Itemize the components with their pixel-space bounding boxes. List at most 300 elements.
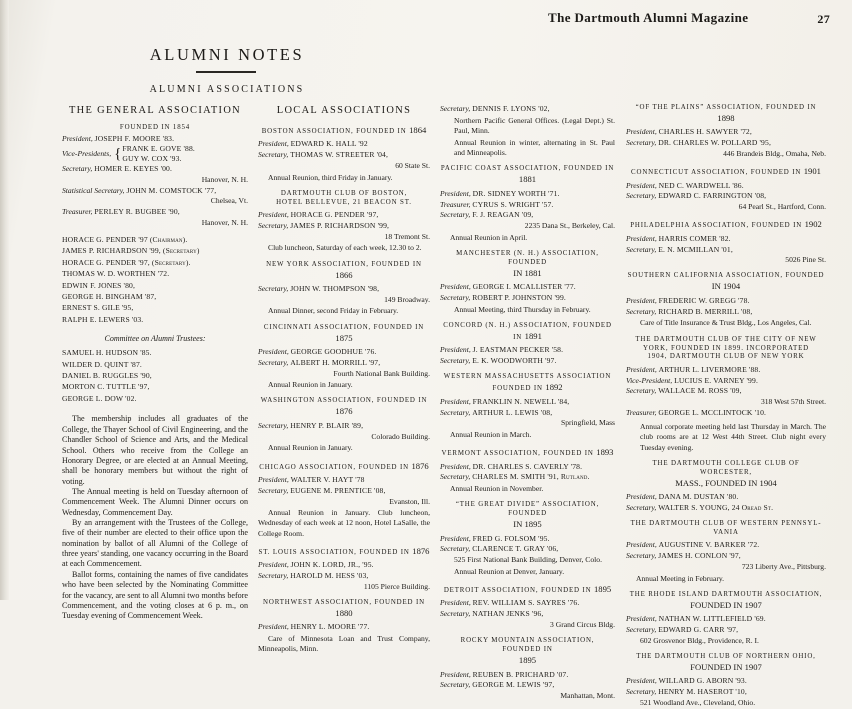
association-year: 1881: [518, 174, 537, 185]
association-year: FOUNDED IN 1907: [690, 599, 762, 610]
paragraph: The Annual meeting is held on Tuesday afternoon of Commencement Week. The Alumni Dinner occurs on Wednesday, Commencement Day.: [62, 486, 248, 517]
association-entry: [258, 324, 430, 391]
officer-address: Hanover, N. H.: [201, 217, 248, 227]
officer-role: President,: [440, 598, 471, 608]
officer-name: AUGUSTINE V. BARKER '72.: [658, 540, 760, 550]
officer-line: [626, 181, 826, 191]
association-title: [258, 397, 430, 418]
association-entry: [440, 447, 615, 494]
officer-role: Secretary,: [626, 625, 657, 635]
officer-role: Secretary,: [626, 551, 657, 561]
association-note: Annual Meeting, third Thursday in February.: [454, 304, 591, 314]
paragraph: Ballot forms, containing the names of five candidates who have been selected by the Nominating Committee for the vacancy, are sent to all Alumni two months before Commencement, and the voting closes at 6 p. m., on Tuesday evening of Commencement Week.: [62, 569, 248, 621]
officer-line: [626, 503, 826, 513]
officer-name: EDWARD G. CARR '97,: [658, 625, 739, 635]
association-title: [258, 324, 430, 345]
officer-address: Springfield, Mass: [561, 418, 615, 428]
local-associations-heading: LOCAL ASSOCIATIONS: [276, 105, 412, 116]
association-note: Annual Reunion in March.: [450, 429, 532, 439]
officer-address: 64 Pearl St., Hartford, Conn.: [738, 202, 826, 212]
association-entry-continuation: [440, 104, 615, 158]
association-entry: [440, 584, 615, 630]
officer-name: JOHN K. LORD, JR., '95.: [290, 560, 374, 570]
officer-line: [626, 614, 826, 624]
association-year: 1893: [596, 447, 614, 458]
officer-role: Statistical Secretary,: [62, 185, 125, 195]
officer-line: [440, 534, 615, 544]
association-subtitle: HOTEL BELLEVUE, 21 BEACON ST.: [276, 198, 412, 206]
list-item: THOMAS W. D. WORTHEN '72.: [62, 269, 170, 279]
association-title-text: CHICAGO ASSOCIATION, FOUNDED IN: [259, 463, 412, 471]
officer-role: Secretary,: [440, 210, 471, 220]
officer-role: President,: [440, 396, 471, 406]
officer-name: CHARLES M. SMITH '91, Rutland.: [472, 472, 590, 482]
officer-role: Treasurer,: [62, 207, 93, 217]
officer-address: 18 Tremont St.: [384, 231, 430, 241]
officer-line: [258, 210, 430, 220]
officer-name: CYRUS S. WRIGHT '57.: [472, 199, 554, 209]
officer-name: WILLARD G. ABORN '93.: [658, 676, 747, 686]
officer-line: [626, 676, 826, 686]
column-clubs: [626, 104, 826, 709]
officer-line: [258, 475, 430, 485]
officer-line: [258, 347, 430, 357]
association-year: 1895: [518, 655, 537, 666]
officer-line: [626, 687, 826, 697]
officer-role: Vice-Presidents,: [62, 148, 112, 158]
officer-name: DENNIS F. LYONS '02,: [472, 104, 550, 113]
officer-address: 3 Grand Circus Bldg.: [550, 620, 615, 629]
association-title: [258, 599, 430, 620]
association-note: Northern Pacific General Offices. (Legal Dept.) St. Paul, Minn.: [454, 115, 615, 135]
officer-role: Vice-President,: [626, 375, 673, 385]
association-title: [626, 166, 826, 178]
association-title-text: BOSTON ASSOCIATION, FOUNDED IN: [261, 127, 410, 135]
association-entry: [258, 599, 430, 654]
association-title: SOUTHERN CALIFORNIA ASSOCIATION, FOUNDED: [627, 272, 825, 280]
association-title: [258, 125, 430, 137]
officer-name: FRED G. FOLSOM '95.: [472, 533, 550, 543]
association-year: IN 1881: [513, 267, 542, 278]
association-title: [258, 461, 430, 473]
association-year: 1902: [804, 219, 822, 230]
officer-line: [626, 191, 826, 201]
officer-name: EDWARD K. HALL '92: [290, 139, 368, 149]
officer-role: Secretary,: [258, 485, 289, 495]
officer-name: HENRY L. MOORE '77.: [290, 622, 370, 632]
officer-role: Secretary,: [440, 104, 471, 113]
officer-name: ARTHUR L. LIVERMORE '88.: [658, 364, 761, 374]
association-subtitle: [440, 382, 615, 394]
association-entry: [258, 190, 430, 254]
title-divider: [196, 71, 256, 73]
officer-role: Treasurer,: [626, 408, 657, 417]
association-title: DARTMOUTH CLUB OF BOSTON,: [280, 189, 408, 197]
officer-line: [626, 492, 826, 502]
association-title: “THE GREAT DIVIDE” ASSOCIATION, FOUNDED: [455, 501, 600, 518]
officer-line: [626, 245, 826, 255]
officer-name: WALTER S. YOUNG, 24 Oread St.: [658, 502, 774, 512]
association-year: 1876: [335, 406, 353, 417]
officer-role: President,: [440, 669, 471, 679]
officer-role: President,: [258, 139, 289, 149]
officer-name: HAROLD M. HESS '03,: [290, 570, 369, 580]
officer-line: [258, 139, 430, 149]
association-entry: [626, 591, 826, 646]
magazine-title: The Dartmouth Alumni Magazine: [548, 10, 749, 25]
officer-role: Secretary,: [440, 356, 471, 366]
association-entry: [626, 653, 826, 708]
officer-address: 2235 Dana St., Berkeley, Cal.: [524, 221, 615, 231]
list-item: GEORGE L. DOW '02.: [62, 393, 137, 403]
association-entry: [626, 104, 826, 159]
association-subtitle: [440, 268, 615, 280]
officer-role: President,: [440, 188, 471, 198]
association-title: THE DARTMOUTH CLUB OF THE CITY OF NEW: [635, 335, 817, 343]
column-local-associations: [258, 104, 430, 656]
officer-role: President,: [626, 295, 657, 305]
officer-name: HENRY M. HASEROT '10,: [658, 687, 747, 697]
officer-role: Secretary,: [626, 502, 657, 512]
officer-name: NED C. WARDWELL '86.: [658, 180, 744, 190]
officer-role: Secretary,: [626, 306, 657, 316]
list-item: SAMUEL H. HUDSON '85.: [62, 348, 152, 358]
officer-role: Secretary,: [626, 687, 657, 697]
officer-line: [440, 356, 615, 366]
list-item: ERNEST S. GILE '95,: [62, 303, 134, 313]
officer-role: President,: [626, 676, 657, 686]
association-title: MANCHESTER (N. H.) ASSOCIATION, FOUNDED: [456, 249, 599, 266]
officer-line: [440, 282, 615, 292]
association-entry: [626, 219, 826, 265]
officer-role: President,: [626, 233, 657, 243]
association-year: 1901: [803, 166, 821, 177]
association-title: [440, 447, 615, 459]
association-year: FOUNDED IN 1907: [690, 661, 762, 672]
association-entry: [440, 165, 615, 243]
association-subtitle: [626, 600, 826, 612]
list-item: WILDER D. QUINT '87.: [62, 359, 142, 369]
officer-name: FRANK E. GOVE '88.: [122, 144, 195, 154]
officer-line: [62, 186, 248, 196]
officer-name: NATHAN JENKS '96,: [472, 609, 544, 619]
association-entry: [440, 322, 615, 366]
association-entry: [440, 501, 615, 577]
committee-list: [62, 348, 248, 404]
officer-name: EDWARD C. FARRINGTON '08,: [658, 191, 767, 201]
officer-line: [62, 164, 248, 174]
officer-name: GEORGE I. MCALLISTER '77.: [472, 282, 576, 292]
vice-president-names: [122, 144, 195, 163]
association-entry: [258, 546, 430, 592]
officer-role: Secretary,: [62, 164, 93, 174]
officer-name: DANA M. DUSTAN '80.: [658, 492, 739, 502]
list-item: GEORGE H. BINGHAM '87,: [62, 291, 157, 301]
association-title: THE DARTMOUTH COLLEGE CLUB OF WORCESTER,: [652, 459, 800, 476]
association-subtitle-2: 1904, DARTMOUTH CLUB OF NEW YORK: [647, 353, 805, 361]
association-year: IN 1895: [513, 519, 542, 530]
association-entry: [626, 336, 826, 453]
column-general-association: [62, 104, 248, 622]
association-note: Annual Reunion in January.: [268, 380, 353, 390]
officer-name: ROBERT P. JOHNSTON '99.: [472, 293, 566, 303]
officer-role: Secretary,: [258, 420, 289, 430]
officer-role: President,: [62, 133, 93, 143]
officer-role: President,: [258, 622, 289, 632]
association-title-text: “OF THE PLAINS” ASSOCIATION, FOUNDED IN: [635, 104, 817, 111]
association-entry: [626, 460, 826, 513]
brace-glyph: {: [114, 145, 122, 162]
officer-role: President,: [440, 461, 471, 471]
officer-role: Secretary,: [440, 544, 471, 554]
association-title: THE RHODE ISLAND DARTMOUTH ASSOCIATION,: [629, 590, 823, 598]
officer-role: President,: [626, 364, 657, 374]
association-note: Annual Reunion, third Friday in January.: [268, 172, 393, 182]
officer-name: HOMER E. KEYES '00.: [94, 164, 173, 174]
officer-line: [258, 560, 430, 570]
association-title: THE DARTMOUTH CLUB OF NORTHERN OHIO,: [636, 652, 816, 660]
officer-line: [440, 397, 615, 407]
page-number: 27: [817, 12, 830, 26]
association-note: Annual Reunion in January. Club luncheon, Wednesday of each week at 12 noon, Hotel LaSalle, the College Room.: [258, 508, 430, 538]
officer-role: President,: [626, 180, 657, 190]
officer-name: LUCIUS E. VARNEY '99.: [674, 375, 759, 385]
running-head: [0, 10, 852, 28]
officer-line: [62, 134, 248, 144]
officer-role: President,: [258, 347, 289, 357]
list-item: HORACE G. PENDER '97, (Secretary).: [62, 257, 191, 267]
officer-role: Secretary,: [258, 284, 289, 294]
officer-line: [440, 680, 615, 690]
officer-name: REUBEN B. PRICHARD '07.: [472, 669, 569, 679]
officer-role: Secretary,: [626, 191, 657, 201]
officer-line: [440, 472, 615, 482]
association-year: 1892: [545, 382, 563, 393]
officer-name: EUGENE M. PRENTICE '08,: [290, 485, 386, 495]
officer-role: President,: [440, 533, 471, 543]
officer-line: [440, 189, 615, 199]
officer-line: [626, 386, 826, 396]
association-title: [440, 584, 615, 596]
officer-address: 5026 Pine St.: [785, 255, 826, 265]
officer-role: President,: [626, 540, 657, 550]
officer-role: Secretary,: [626, 386, 657, 396]
association-title-text: PACIFIC COAST ASSOCIATION, FOUNDED IN: [440, 165, 615, 173]
officer-role: President,: [258, 474, 289, 484]
association-title-text: CINCINNATI ASSOCIATION, FOUNDED IN: [263, 323, 425, 331]
officer-role: Secretary,: [258, 570, 289, 580]
association-subtitle: [626, 662, 826, 674]
list-item: RALPH E. LEWERS '03.: [62, 314, 144, 324]
officer-line: [440, 200, 615, 210]
officer-name: HENRY P. BLAIR '89,: [290, 420, 364, 430]
association-title: WESTERN MASSACHUSETTS ASSOCIATION: [443, 373, 612, 381]
association-year: MASS., FOUNDED IN 1904: [675, 477, 777, 488]
officer-line: [626, 408, 826, 418]
officer-line: [626, 138, 826, 148]
officer-line: [440, 293, 615, 303]
officer-address: 149 Broadway.: [384, 294, 430, 304]
officer-name: ALBERT H. MORRILL '97,: [290, 357, 381, 367]
paragraph: By an arrangement with the Trustees of the College, five of their number are elected to their office upon the nomination by ballot of all Alumni of the College of three years' standing, one vacancy occurring in the Board at each Commencement.: [62, 518, 248, 569]
officer-line: [258, 358, 430, 368]
association-note: Annual Reunion in winter, alternating in St. Paul and Minneapolis.: [454, 138, 615, 158]
association-title-text: PHILADELPHIA ASSOCIATION, FOUNDED IN: [630, 222, 805, 230]
officer-name: HORACE G. PENDER '97,: [290, 210, 379, 220]
association-entry: [258, 261, 430, 317]
officer-line: [258, 486, 430, 496]
association-entry: [258, 397, 430, 453]
officer-line: [258, 284, 430, 294]
association-entry: [258, 461, 430, 539]
officer-line: [440, 462, 615, 472]
officer-address: 446 Brandeis Bldg., Omaha, Neb.: [723, 148, 826, 158]
association-note: Club luncheon, Saturday of each week, 12.30 to 2.: [268, 243, 422, 253]
association-title: [258, 546, 430, 558]
list-item: EDWIN F. JONES '80,: [62, 280, 136, 290]
officer-role: Secretary,: [440, 680, 471, 690]
officer-line: [258, 571, 430, 581]
officer-name: JOSEPH F. MOORE '83.: [94, 133, 175, 143]
association-title-text: NORTHWEST ASSOCIATION, FOUNDED IN: [263, 598, 425, 606]
association-title-text: CONNECTICUT ASSOCIATION, FOUNDED IN: [631, 169, 804, 177]
officer-name: JOHN W. THOMPSON '98,: [290, 284, 380, 294]
association-entry: [440, 373, 615, 440]
officer-name: FREDERIC W. GREGG '78.: [658, 295, 750, 305]
officer-line: [62, 207, 248, 217]
officer-line: [626, 307, 826, 317]
officer-role: President,: [440, 345, 471, 355]
officer-name: JOHN M. COMSTOCK '77,: [126, 185, 217, 195]
officer-name: FRANKLIN N. NEWELL '84,: [472, 396, 570, 406]
officer-address: Hanover, N. H.: [201, 174, 248, 184]
officer-line: [440, 544, 615, 554]
officer-address: 318 West 57th Street.: [760, 397, 826, 407]
officer-name: DR. CHARLES W. POLLARD '95,: [658, 138, 772, 148]
association-subtitle: [440, 519, 615, 531]
association-title: THE DARTMOUTH CLUB OF WESTERN PENNSYL-: [630, 520, 822, 528]
officer-line: [440, 670, 615, 680]
association-title: [258, 261, 430, 282]
officer-name: WALTER V. HAYT '78: [290, 474, 365, 484]
officer-name: E. N. MCMILLAN '01,: [658, 244, 733, 254]
officer-name: F. J. REAGAN '09,: [472, 210, 534, 220]
vice-presidents-line: [62, 144, 248, 163]
association-title-text: DETROIT ASSOCIATION, FOUNDED IN: [443, 587, 594, 594]
association-note: Annual Reunion in November.: [450, 484, 544, 494]
paragraph: The membership includes all graduates of the College, the Thayer School of Civil Engineering, and the Chandler School of Science and Arts, and the Medical School. Others who receive from the College an Honorary Degree, or are elected at an Annual Meeting, shall be honorary members but without the right of voting.: [62, 414, 248, 486]
association-note: Annual Reunion in April.: [450, 232, 528, 242]
officer-address: Colorado Building.: [371, 431, 430, 441]
association-title: [626, 104, 826, 125]
association-entry: [626, 272, 826, 328]
officer-line: [440, 408, 615, 418]
page-title: ALUMNI NOTES: [149, 45, 305, 64]
association-year: 1876: [412, 545, 430, 556]
officer-name: ARTHUR L. LEWIS '08,: [472, 407, 553, 417]
officer-role: President,: [626, 127, 657, 137]
officer-name: DR. CHARLES S. CAVERLY '78.: [472, 461, 583, 471]
officer-line: [440, 210, 615, 220]
officer-role: President,: [626, 492, 657, 502]
list-item: HORACE G. PENDER '97 (Chairman).: [62, 235, 188, 245]
association-entry: [258, 125, 430, 183]
officer-role: President,: [626, 614, 657, 624]
officer-role: President,: [440, 282, 471, 292]
section-subtitle: ALUMNI ASSOCIATIONS: [149, 84, 305, 95]
officer-address: 525 First National Bank Building, Denver, Colo.: [454, 555, 602, 565]
association-note: Annual Dinner, second Friday in February.: [268, 306, 399, 316]
association-subtitle: [626, 281, 826, 293]
association-title-text: CONCORD (N. H.) ASSOCIATION, FOUNDED IN: [443, 321, 612, 341]
officer-line: [258, 150, 430, 160]
association-entry: [626, 520, 826, 584]
officer-name: GEORGE GOODHUE '76.: [290, 347, 377, 357]
association-note: Annual Meeting in February.: [636, 573, 725, 583]
association-entry: [440, 637, 615, 701]
association-entry: [626, 166, 826, 212]
officer-name: GEORGE L. MCCLINTOCK '10.: [658, 408, 767, 417]
list-item: DANIEL B. RUGGLES '90,: [62, 370, 152, 380]
officer-name: NATHAN W. LITTLEFIELD '69.: [658, 614, 766, 624]
association-year: 1880: [335, 607, 353, 618]
officer-address: 521 Woodland Ave., Cleveland, Ohio.: [640, 697, 756, 707]
executive-committee-list: [62, 235, 248, 325]
general-association-heading: THE GENERAL ASSOCIATION: [68, 105, 242, 116]
association-title: ROCKY MOUNTAIN ASSOCIATION, FOUNDED IN: [460, 637, 595, 654]
officer-line: [626, 540, 826, 550]
column-local-associations-continued: [440, 104, 615, 702]
association-year: 1876: [411, 460, 429, 471]
association-year: 1895: [593, 584, 612, 594]
officer-address: Chelsea, Vt.: [210, 196, 248, 206]
association-note: Care of Title Insurance & Trust Bldg., Los Angeles, Cal.: [640, 318, 812, 328]
association-title-text: WASHINGTON ASSOCIATION, FOUNDED IN: [260, 397, 428, 405]
officer-role: Secretary,: [626, 244, 657, 254]
officer-role: Secretary,: [440, 407, 471, 417]
officer-name: RICHARD B. MERRILL '08,: [658, 306, 753, 316]
association-note: Annual corporate meeting held last Thursday in March. The club rooms are at 12 West 44th Street. Club night every Tuesday evening.: [640, 422, 826, 452]
officer-line: [440, 345, 615, 355]
association-title: [626, 219, 826, 231]
officer-name: THOMAS W. STREETER '04,: [290, 150, 389, 160]
association-year: IN 1904: [711, 281, 741, 292]
officer-line: [626, 234, 826, 244]
officer-role: President,: [258, 210, 289, 220]
officer-name: CHARLES H. SAWYER '72,: [658, 127, 752, 137]
association-title-text: VERMONT ASSOCIATION, FOUNDED IN: [441, 450, 597, 458]
officer-line: [440, 609, 615, 619]
officer-line: [626, 376, 826, 386]
association-year: 1866: [335, 269, 353, 280]
officer-role: Secretary,: [440, 293, 471, 303]
officer-role: Secretary,: [258, 357, 289, 367]
officer-line: [626, 296, 826, 306]
officer-name: E. K. WOODWORTH '97.: [472, 356, 557, 366]
association-title: [440, 165, 615, 186]
list-item: JAMES P. RICHARDSON '99, (Secretary): [62, 246, 200, 256]
association-subtitle-text: FOUNDED IN: [492, 385, 546, 393]
officer-name: HARRIS COMER '82.: [658, 233, 731, 243]
officer-name: J. EASTMAN PECKER '58.: [472, 345, 564, 355]
officer-name: GEORGE M. LEWIS '97,: [472, 680, 555, 690]
association-subtitle: VANIA: [713, 529, 739, 536]
officer-address: 60 State St.: [395, 160, 430, 170]
association-year: 1891: [524, 330, 542, 341]
officer-name: PERLEY R. BUGBEE '90,: [94, 207, 180, 217]
general-association-founded: FOUNDED IN 1854: [119, 123, 191, 131]
officer-line: [626, 625, 826, 635]
